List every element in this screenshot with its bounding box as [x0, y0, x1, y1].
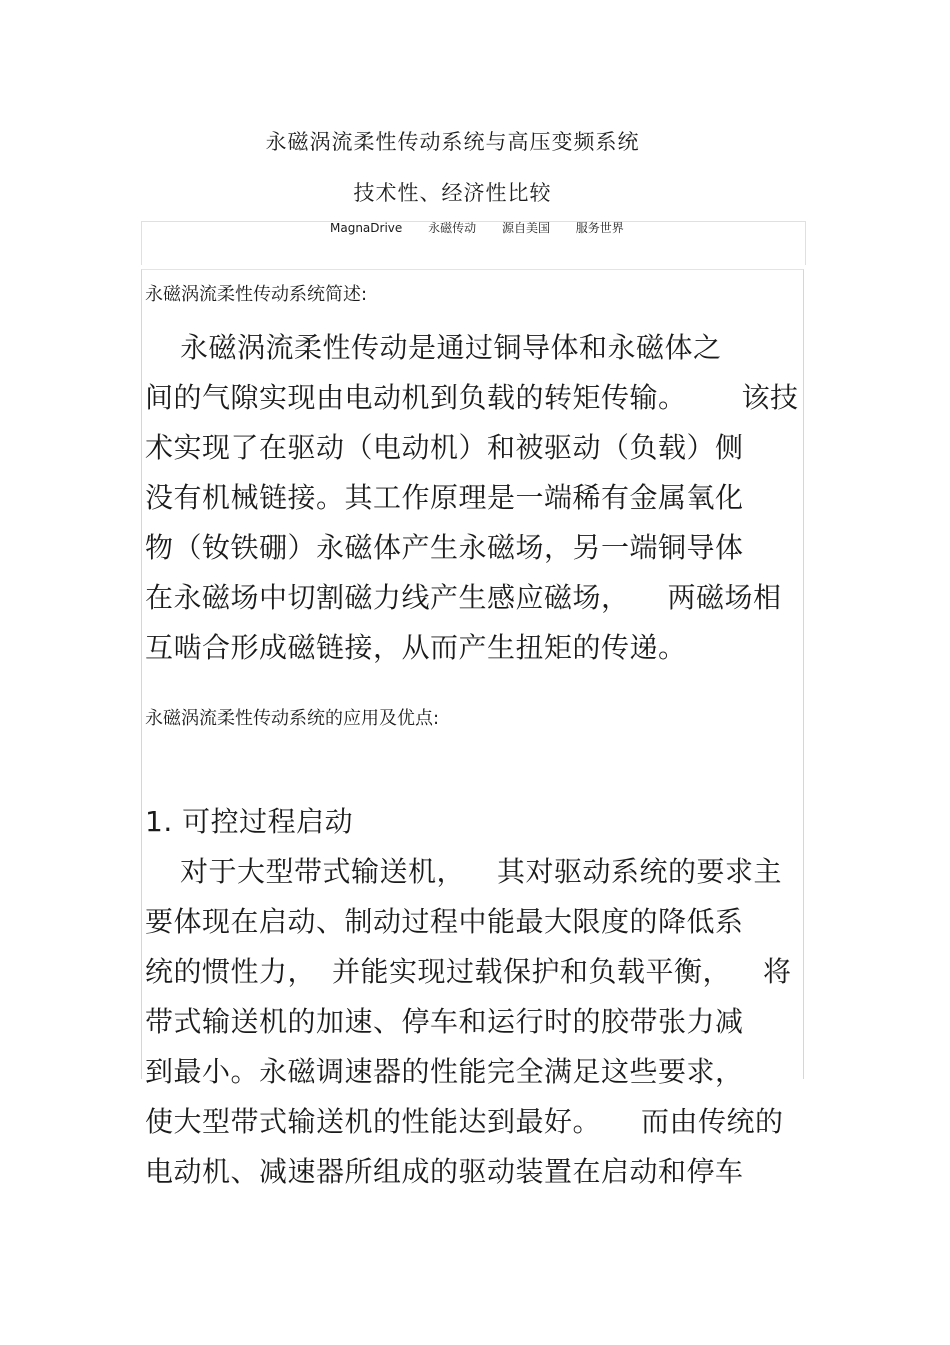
para1-line7: 互啮合形成磁链接，从而产生扭矩的传递。: [145, 631, 687, 664]
para2-line7: 电动机、减速器所组成的驱动装置在启动和停车: [145, 1155, 744, 1188]
para1-line6-b: 两磁场相: [667, 581, 782, 614]
para1-line3: 术实现了在驱动（电动机）和被驱动（负载）侧: [145, 431, 744, 464]
item1-title: 1. 可控过程启动: [145, 805, 354, 838]
header-brand: MagnaDrive: [330, 221, 403, 235]
section2-heading: 永磁涡流柔性传动系统的应用及优点:: [145, 708, 440, 729]
para2-line3-a: 统的惯性力，: [145, 955, 317, 988]
document-title-line2: 技术性、经济性比较: [353, 181, 552, 205]
para2-line4: 带式输送机的加速、停车和运行时的胶带张力减: [145, 1005, 744, 1038]
running-header: [330, 219, 646, 236]
para1-line4: 没有机械链接。其工作原理是一端稀有金属氧化: [145, 481, 744, 514]
para2-line1-a: 对于大型带式输送机，: [180, 855, 466, 888]
para1-line5: 物（钕铁硼）永磁体产生永磁场，另一端铜导体: [145, 531, 744, 564]
para2-line6: [145, 1100, 784, 1140]
para2-line1: [180, 850, 782, 890]
para2-line6-a: 使大型带式输送机的性能达到最好。: [145, 1105, 602, 1138]
para2-line2: 要体现在启动、制动过程中能最大限度的降低系: [145, 905, 744, 938]
para1-line6: [145, 576, 782, 616]
para1-line2-a: 间的气隙实现由电动机到负载的转矩传输。: [145, 381, 687, 414]
para2-line3: [145, 950, 792, 990]
para2-line3-b: 并能实现过载保护和负载平衡，: [332, 955, 732, 988]
para2-line3-c: 将: [763, 955, 792, 988]
para2-line6-b: 而由传统的: [641, 1105, 784, 1138]
section1-heading: 永磁涡流柔性传动系统简述:: [145, 284, 368, 305]
para1-line1: 永磁涡流柔性传动是通过铜导体和永磁体之: [180, 331, 722, 364]
header-item-1: 永磁传动: [428, 221, 477, 235]
para1-line2-b: 该技: [741, 381, 799, 414]
para2-line1-b: 其对驱动系统的要求主: [497, 855, 783, 888]
para2-line5: 到最小。永磁调速器的性能完全满足这些要求，: [145, 1055, 744, 1088]
header-item-3: 服务世界: [575, 221, 624, 235]
document-title-line1: 永磁涡流柔性传动系统与高压变频系统: [265, 130, 640, 154]
para1-line2: [145, 376, 799, 416]
para1-line6-a: 在永磁场中切割磁力线产生感应磁场，: [145, 581, 630, 614]
header-item-2: 源自美国: [501, 221, 550, 235]
